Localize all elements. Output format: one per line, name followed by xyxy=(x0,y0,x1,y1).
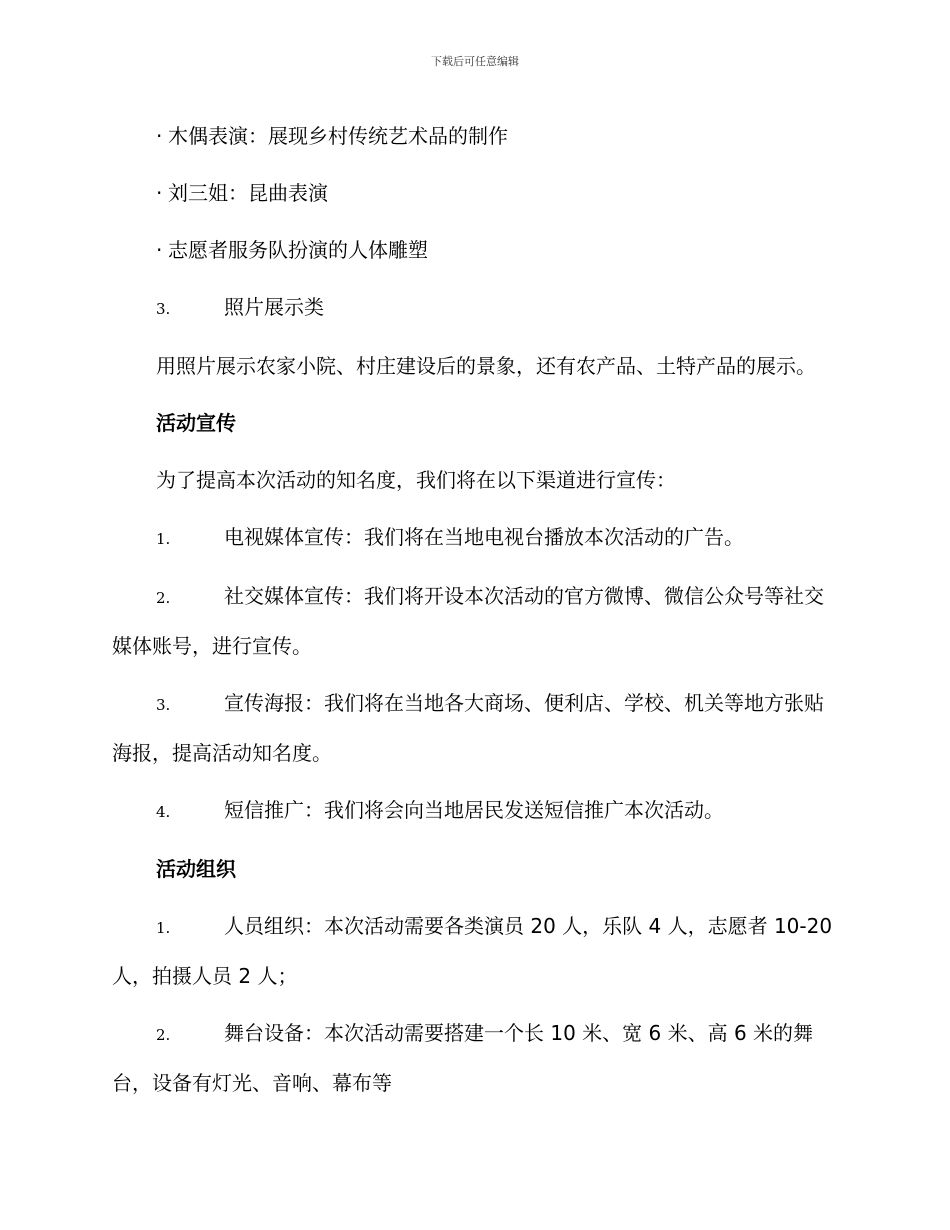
item-number: 3. xyxy=(156,696,171,714)
bullet-dot: · xyxy=(156,238,163,262)
item-text: 人员组织：本次活动需要各类演员 20 人，乐队 4 人，志愿者 10-20 人，拍摄人员 2 人； xyxy=(112,914,833,988)
item-number: 3. xyxy=(156,300,171,318)
bullet-dot: · xyxy=(156,181,163,205)
bullet-text: 志愿者服务队扮演的人体雕塑 xyxy=(168,238,428,262)
item-text: 照片展示类 xyxy=(224,295,324,319)
bullet-item xyxy=(112,112,836,160)
item-number: 2. xyxy=(156,1026,171,1044)
promotion-intro: 为了提高本次活动的知名度，我们将在以下渠道进行宣传： xyxy=(156,468,676,492)
bullet-dot: · xyxy=(156,124,163,148)
item-text: 舞台设备：本次活动需要搭建一个长 10 米、宽 6 米、高 6 米的舞台，设备有灯光、音响、幕布等 xyxy=(112,1021,814,1095)
promotion-item xyxy=(112,786,836,836)
item-number: 4. xyxy=(156,803,171,821)
item-number: 1. xyxy=(156,530,171,548)
promotion-heading: 活动宣传 xyxy=(156,411,236,435)
item-number: 2. xyxy=(156,589,171,607)
promotion-item xyxy=(112,572,836,670)
promotion-item xyxy=(112,679,836,777)
organization-heading: 活动组织 xyxy=(156,857,236,881)
photo-section-title xyxy=(112,283,836,333)
item-number: 1. xyxy=(156,919,171,937)
item-text: 短信推广：我们将会向当地居民发送短信推广本次活动。 xyxy=(224,798,724,822)
document-body xyxy=(112,112,836,1116)
item-text: 社交媒体宣传：我们将开设本次活动的官方微博、微信公众号等社交媒体账号，进行宣传。 xyxy=(112,584,824,658)
item-text: 宣传海报：我们将在当地各大商场、便利店、学校、机关等地方张贴海报，提高活动知名度。 xyxy=(112,691,824,765)
photo-section-body: 用照片展示农家小院、村庄建设后的景象，还有农产品、土特产品的展示。 xyxy=(156,354,816,378)
item-text: 电视媒体宣传：我们将在当地电视台播放本次活动的广告。 xyxy=(224,525,744,549)
bullet-item xyxy=(112,169,836,217)
bullet-text: 刘三姐：昆曲表演 xyxy=(168,181,328,205)
header-note: 下载后可任意编辑 xyxy=(431,55,519,68)
bullet-item xyxy=(112,226,836,274)
promotion-item xyxy=(112,513,836,563)
bullet-text: 木偶表演：展现乡村传统艺术品的制作 xyxy=(168,124,508,148)
organization-item xyxy=(112,902,836,1000)
organization-item xyxy=(112,1009,836,1107)
